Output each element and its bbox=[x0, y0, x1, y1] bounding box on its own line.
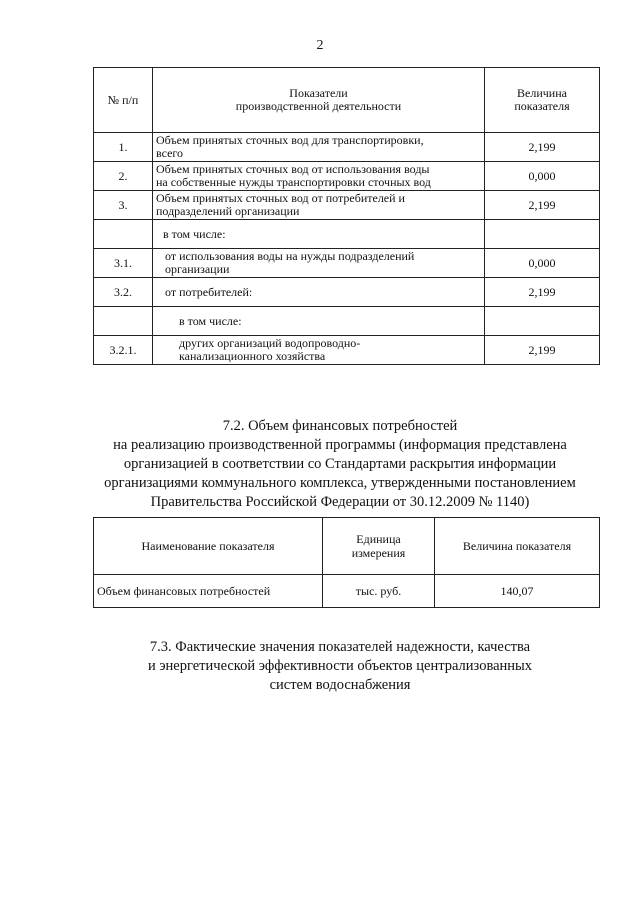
row-label bbox=[153, 249, 485, 278]
heading-line: организациями коммунального комплекса, утвержденными постановлением bbox=[104, 475, 576, 491]
table-row bbox=[94, 278, 600, 307]
header-unit-line2: измерения bbox=[351, 546, 406, 560]
row-label bbox=[153, 191, 485, 220]
header-indicator-line2: производственной деятельности bbox=[235, 99, 402, 113]
heading-line: систем водоснабжения bbox=[269, 677, 411, 693]
row-label: в том числе: bbox=[153, 220, 485, 249]
row-num: 3. bbox=[94, 191, 153, 220]
row-value bbox=[485, 220, 600, 249]
row-value: 2,199 bbox=[485, 191, 600, 220]
row-label: от потребителей: bbox=[153, 278, 485, 307]
header-indicator-line1: Показатели bbox=[289, 86, 348, 100]
row-label-line1: Объем принятых сточных вод от использования воды bbox=[156, 162, 430, 176]
row-label bbox=[153, 162, 485, 191]
section-7-2-heading bbox=[60, 417, 620, 512]
row-label-line1: других организаций водопроводно- bbox=[179, 336, 361, 350]
row-label-line2: подразделений организации bbox=[156, 204, 300, 218]
table-row bbox=[94, 575, 600, 608]
row-label: в том числе: bbox=[153, 307, 485, 336]
row-label-line2: на собственные нужды транспортировки сточных вод bbox=[156, 175, 431, 189]
table-row bbox=[94, 336, 600, 365]
table-row bbox=[94, 249, 600, 278]
heading-line: и энергетической эффективности объектов централизованных bbox=[147, 658, 533, 674]
row-value bbox=[485, 307, 600, 336]
table-header-row bbox=[94, 518, 600, 575]
financial-needs-table bbox=[93, 517, 600, 608]
row-value: 0,000 bbox=[485, 249, 600, 278]
table-row bbox=[94, 133, 600, 162]
row-num bbox=[94, 220, 153, 249]
row-value: 2,199 bbox=[485, 336, 600, 365]
header-value: Величина показателя bbox=[485, 68, 600, 133]
row-label bbox=[153, 336, 485, 365]
row-label-line1: Объем принятых сточных вод для транспортировки, bbox=[156, 133, 424, 147]
header-unit bbox=[323, 518, 435, 575]
table-header-row bbox=[94, 68, 600, 133]
heading-line: на реализацию производственной программы (информация представлена bbox=[113, 437, 567, 453]
row-num: 3.1. bbox=[94, 249, 153, 278]
row-value: 2,199 bbox=[485, 133, 600, 162]
heading-line: 7.2. Объем финансовых потребностей bbox=[222, 418, 458, 434]
row-label-line2: всего bbox=[156, 146, 184, 160]
row-num: 3.2. bbox=[94, 278, 153, 307]
row-value: 140,07 bbox=[435, 575, 600, 608]
heading-line: Правительства Российской Федерации от 30.12.2009 № 1140) bbox=[150, 494, 530, 510]
heading-line: организацией в соответствии со Стандартами раскрытия информации bbox=[123, 456, 557, 472]
row-name: Объем финансовых потребностей bbox=[94, 575, 323, 608]
header-unit-line1: Единица bbox=[356, 532, 401, 546]
table-row bbox=[94, 307, 600, 336]
row-unit: тыс. руб. bbox=[323, 575, 435, 608]
heading-line: 7.3. Фактические значения показателей надежности, качества bbox=[149, 639, 531, 655]
header-value: Величина показателя bbox=[435, 518, 600, 575]
row-num: 3.2.1. bbox=[94, 336, 153, 365]
table-row bbox=[94, 220, 600, 249]
table-row bbox=[94, 191, 600, 220]
table-row bbox=[94, 162, 600, 191]
row-num: 2. bbox=[94, 162, 153, 191]
row-label bbox=[153, 133, 485, 162]
page-number: 2 bbox=[316, 38, 324, 53]
production-indicators-table bbox=[93, 67, 600, 365]
row-label-line2: канализационного хозяйства bbox=[179, 349, 326, 363]
row-value: 0,000 bbox=[485, 162, 600, 191]
header-num: № п/п bbox=[94, 68, 153, 133]
row-num bbox=[94, 307, 153, 336]
header-indicator bbox=[153, 68, 485, 133]
row-num: 1. bbox=[94, 133, 153, 162]
section-7-3-heading bbox=[60, 638, 620, 695]
header-name: Наименование показателя bbox=[94, 518, 323, 575]
row-label-line1: Объем принятых сточных вод от потребителей и bbox=[156, 191, 405, 205]
row-label-line2: организации bbox=[165, 262, 230, 276]
row-value: 2,199 bbox=[485, 278, 600, 307]
row-label-line1: от использования воды на нужды подразделений bbox=[165, 249, 415, 263]
